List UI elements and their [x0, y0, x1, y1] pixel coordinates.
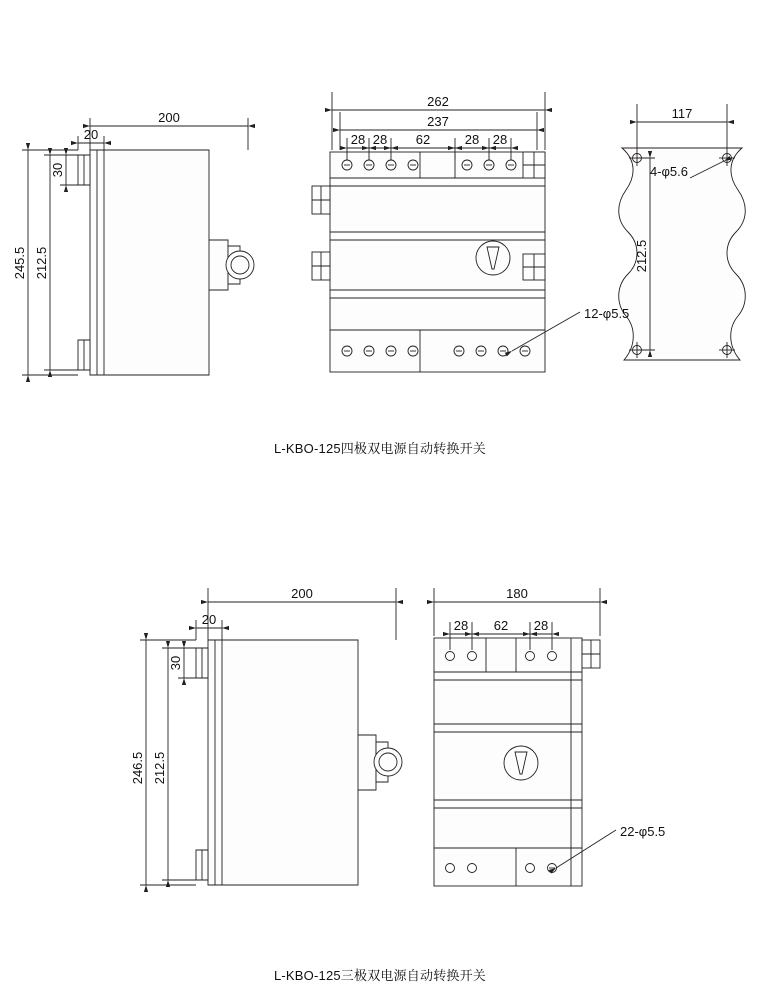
- dim-212-5-bottom: [162, 648, 196, 880]
- dim-label-28-f: 28: [533, 618, 549, 633]
- dim-label-28-b: 28: [372, 132, 388, 147]
- note-label-22-phi55: 22-φ5.5: [620, 824, 666, 839]
- dim-label-62-bottom: 62: [493, 618, 509, 633]
- dim-label-212-5-plate: 212.5: [634, 239, 649, 273]
- dim-label-245-5-top: 245.5: [12, 246, 27, 280]
- dim-label-200-top: 200: [158, 110, 180, 125]
- figure-caption-bottom: L-KBO-125三极双电源自动转换开关: [273, 968, 487, 983]
- right-terminal-strip-bottom: [582, 640, 600, 668]
- dim-label-20-bottom: 20: [201, 612, 217, 627]
- dim-label-62-top: 62: [415, 132, 431, 147]
- rotary-knob-top: [476, 241, 510, 275]
- front-view-bottom: [434, 638, 600, 886]
- dim-label-117: 117: [671, 106, 693, 121]
- dim-label-262: 262: [427, 94, 449, 109]
- dim-label-246-5: 246.5: [130, 751, 145, 785]
- dim-label-180: 180: [506, 586, 528, 601]
- note-label-4-phi56: 4-φ5.6: [649, 164, 688, 179]
- dim-label-30-top: 30: [50, 162, 65, 178]
- dim-label-200-bottom: 200: [291, 586, 313, 601]
- dim-212-5-top: [44, 155, 78, 370]
- dim-label-212-5-bottom: 212.5: [152, 751, 167, 785]
- dim-label-20-top: 20: [83, 127, 99, 142]
- dim-label-30-bottom: 30: [168, 655, 183, 671]
- rotary-knob-bottom: [504, 746, 538, 780]
- dim-label-28-a: 28: [350, 132, 366, 147]
- dim-label-28-e: 28: [453, 618, 469, 633]
- mounting-ears-left-top: [312, 186, 330, 280]
- figure-caption-top: L-KBO-125四极双电源自动转换开关: [273, 441, 487, 456]
- dim-label-212-5-top: 212.5: [34, 246, 49, 280]
- side-view-top: [78, 150, 254, 375]
- dim-label-28-d: 28: [492, 132, 508, 147]
- front-view-top: [312, 152, 545, 372]
- side-view-bottom: [196, 640, 402, 885]
- note-label-12-phi55: 12-φ5.5: [584, 306, 630, 321]
- dim-label-28-c: 28: [464, 132, 480, 147]
- dim-label-237: 237: [427, 114, 449, 129]
